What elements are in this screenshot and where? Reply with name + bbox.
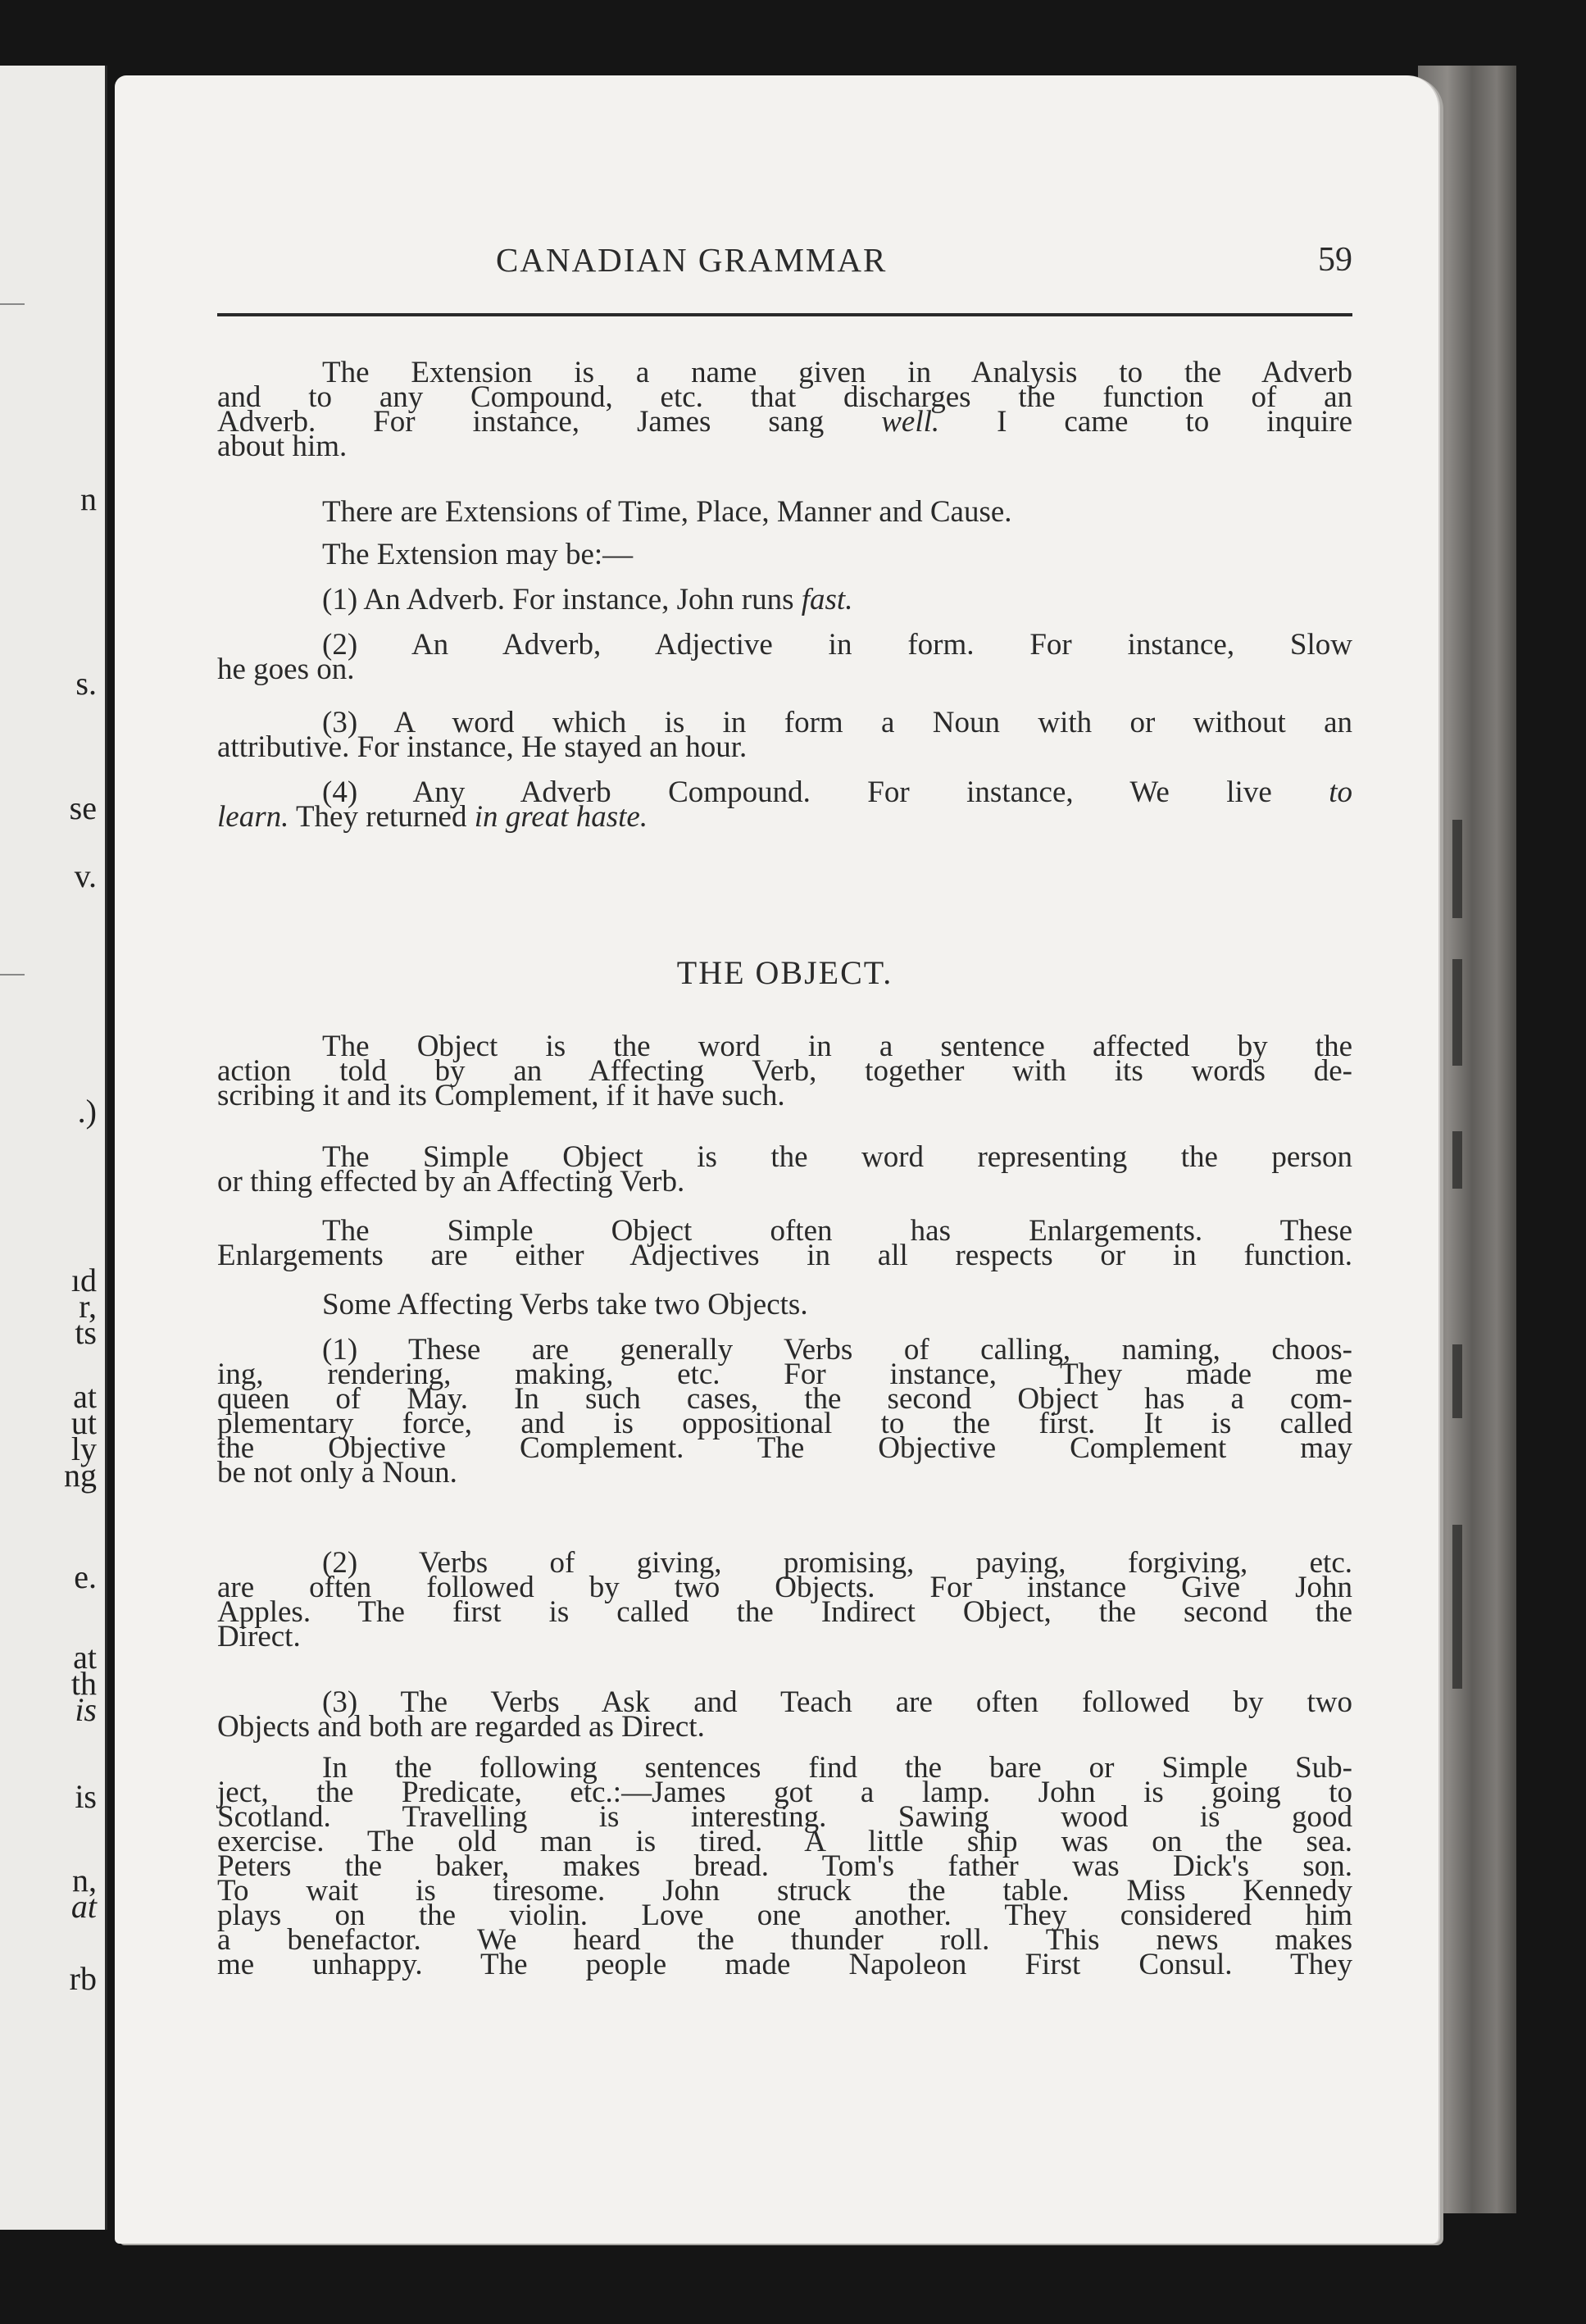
extension-item-3 [217, 706, 1352, 764]
previous-page-fragment: v. [74, 857, 97, 894]
object-item-3 [217, 1685, 1352, 1744]
previous-page-fragment: at [70, 1888, 97, 1925]
text-line: about him. [217, 430, 348, 463]
text-run: (1) An Adverb. For instance, John runs [322, 583, 802, 616]
text-line: be not only a Noun. [217, 1456, 457, 1489]
previous-page-fragment: at [73, 1639, 97, 1676]
previous-page-fragment: s. [75, 665, 97, 702]
text-line: scribing it and its Complement, if it have such. [217, 1079, 785, 1112]
text-run: I came to inquire [939, 405, 1352, 439]
previous-page-fragment: ts [75, 1314, 97, 1351]
text-line: exercise. The old man is tired. A little ship was on the sea. [217, 1825, 1352, 1858]
extension-item-1 [217, 583, 1352, 616]
italic-example: learn. [217, 800, 289, 834]
page-content [217, 75, 1352, 2244]
text-line: ject, the Predicate, etc.:—James got a lamp. John is going to [217, 1776, 1352, 1809]
header-rule [217, 313, 1352, 316]
text-line [217, 583, 1352, 616]
italic-example: to [1329, 775, 1352, 809]
text-line: plays on the violin. Love one another. They considered him [217, 1899, 1352, 1932]
previous-page-fragment: n, [72, 1862, 97, 1899]
previous-page-fragment: is [75, 1778, 97, 1815]
italic-example: well. [881, 405, 940, 439]
text-line: (3) The Verbs Ask and Teach are often followed by two [322, 1685, 1352, 1719]
previous-page-fragment: .) [77, 1093, 97, 1130]
enlargements-paragraph [217, 1214, 1352, 1272]
text-line: Direct. [217, 1620, 301, 1653]
object-definition-paragraph [217, 1030, 1352, 1112]
text-line: Objects and both are regarded as Direct. [217, 1710, 705, 1744]
spine-streak [1452, 1525, 1462, 1689]
text-line: ing, rendering, making, etc. For instance, They made me [217, 1358, 1352, 1391]
object-item-2 [217, 1546, 1352, 1653]
book-page [115, 75, 1438, 2244]
spine-streak [1452, 1344, 1462, 1418]
running-head [217, 241, 1352, 297]
text-run: Adverb. For instance, James sang [217, 405, 882, 439]
text-line: or thing effected by an Affecting Verb. [217, 1165, 685, 1198]
previous-page-fragment: ut [70, 1404, 97, 1441]
text-run: (4) Any Adverb Compound. For instance, We live [322, 775, 1329, 809]
previous-page-fragment: e. [74, 1558, 97, 1595]
two-objects-paragraph [217, 1288, 1352, 1321]
extension-item-4 [217, 775, 1352, 834]
previous-page-fragment: ıd [70, 1262, 97, 1298]
extension-item-2 [217, 628, 1352, 686]
previous-page-edge [0, 66, 107, 2230]
italic-example: in great haste. [474, 800, 648, 834]
text-line: (2) Verbs of giving, promising, paying, forgiving, etc. [322, 1546, 1352, 1580]
text-line: The Simple Object is the word representing the person [322, 1140, 1352, 1174]
text-line: Peters the baker, makes bread. Tom's father was Dick's son. [217, 1849, 1352, 1883]
text-line: plementary force, and is oppositional to the first. It is called [217, 1407, 1352, 1440]
running-title: CANADIAN GRAMMAR [496, 241, 888, 279]
extension-kinds-paragraph [217, 495, 1352, 529]
text-line: queen of May. In such cases, the second Object has a com- [217, 1382, 1352, 1416]
extension-definition-paragraph [217, 356, 1352, 463]
previous-page-fragment: r, [79, 1288, 97, 1325]
spine-streak [1452, 820, 1462, 918]
text-line: (1) These are generally Verbs of calling, naming, choos- [322, 1333, 1352, 1367]
text-line: The Extension is a name given in Analysis to the Adverb [322, 356, 1352, 389]
text-line: There are Extensions of Time, Place, Manner and Cause. [322, 495, 1012, 529]
previous-page-fragment: is [75, 1691, 97, 1728]
exercise-paragraph [217, 1751, 1352, 1981]
text-line: The Extension may be:— [322, 538, 634, 571]
spine-streak [1452, 959, 1462, 1066]
text-line: attributive. For instance, He stayed an hour. [217, 730, 748, 764]
text-line [217, 405, 1352, 439]
extension-intro-paragraph [217, 538, 1352, 571]
text-line: The Object is the word in a sentence affected by the [322, 1030, 1352, 1063]
text-line: me unhappy. The people made Napoleon First Consul. They [217, 1948, 1352, 1981]
text-line: Enlargements are either Adjectives in all respects or in function. [217, 1239, 1352, 1272]
previous-page-dash [0, 974, 25, 976]
text-line: action told by an Affecting Verb, together with its words de- [217, 1054, 1352, 1088]
text-line: Scotland. Travelling is interesting. Sawing wood is good [217, 1800, 1352, 1834]
text-line: To wait is tiresome. John struck the table. Miss Kennedy [217, 1874, 1352, 1908]
previous-page-fragment: ly [70, 1430, 97, 1467]
section-heading: THE OBJECT. [676, 954, 893, 991]
previous-page-fragment: ng [64, 1457, 97, 1494]
page-number: 59 [1318, 241, 1352, 279]
text-line: are often followed by two Objects. For instance Give John [217, 1571, 1352, 1604]
previous-page-fragment: se [69, 789, 97, 826]
previous-page-fragment: rb [69, 1960, 97, 1997]
text-run: They returned [289, 800, 475, 834]
text-line: a benefactor. We heard the thunder roll. This news makes [217, 1923, 1352, 1957]
previous-page-fragment: n [80, 480, 97, 517]
text-line: and to any Compound, etc. that discharges the function of an [217, 380, 1352, 414]
previous-page-fragment: th [70, 1665, 97, 1702]
text-line: he goes on. [217, 653, 355, 686]
simple-object-paragraph [217, 1140, 1352, 1198]
object-item-1 [217, 1333, 1352, 1489]
text-line: (2) An Adverb, Adjective in form. For instance, Slow [322, 628, 1352, 662]
text-line: Apples. The first is called the Indirect Object, the second the [217, 1595, 1352, 1629]
text-line: the Objective Complement. The Objective Complement may [217, 1431, 1352, 1465]
italic-example: fast. [801, 583, 853, 616]
text-line: The Simple Object often has Enlargements. These [322, 1214, 1352, 1248]
previous-page-dash [0, 303, 25, 305]
previous-page-fragment: at [73, 1378, 97, 1415]
text-line: (3) A word which is in form a Noun with or without an [322, 706, 1352, 739]
text-line: In the following sentences find the bare or Simple Sub- [322, 1751, 1352, 1785]
text-line: Some Affecting Verbs take two Objects. [322, 1288, 808, 1321]
spine-streak [1452, 1131, 1462, 1189]
